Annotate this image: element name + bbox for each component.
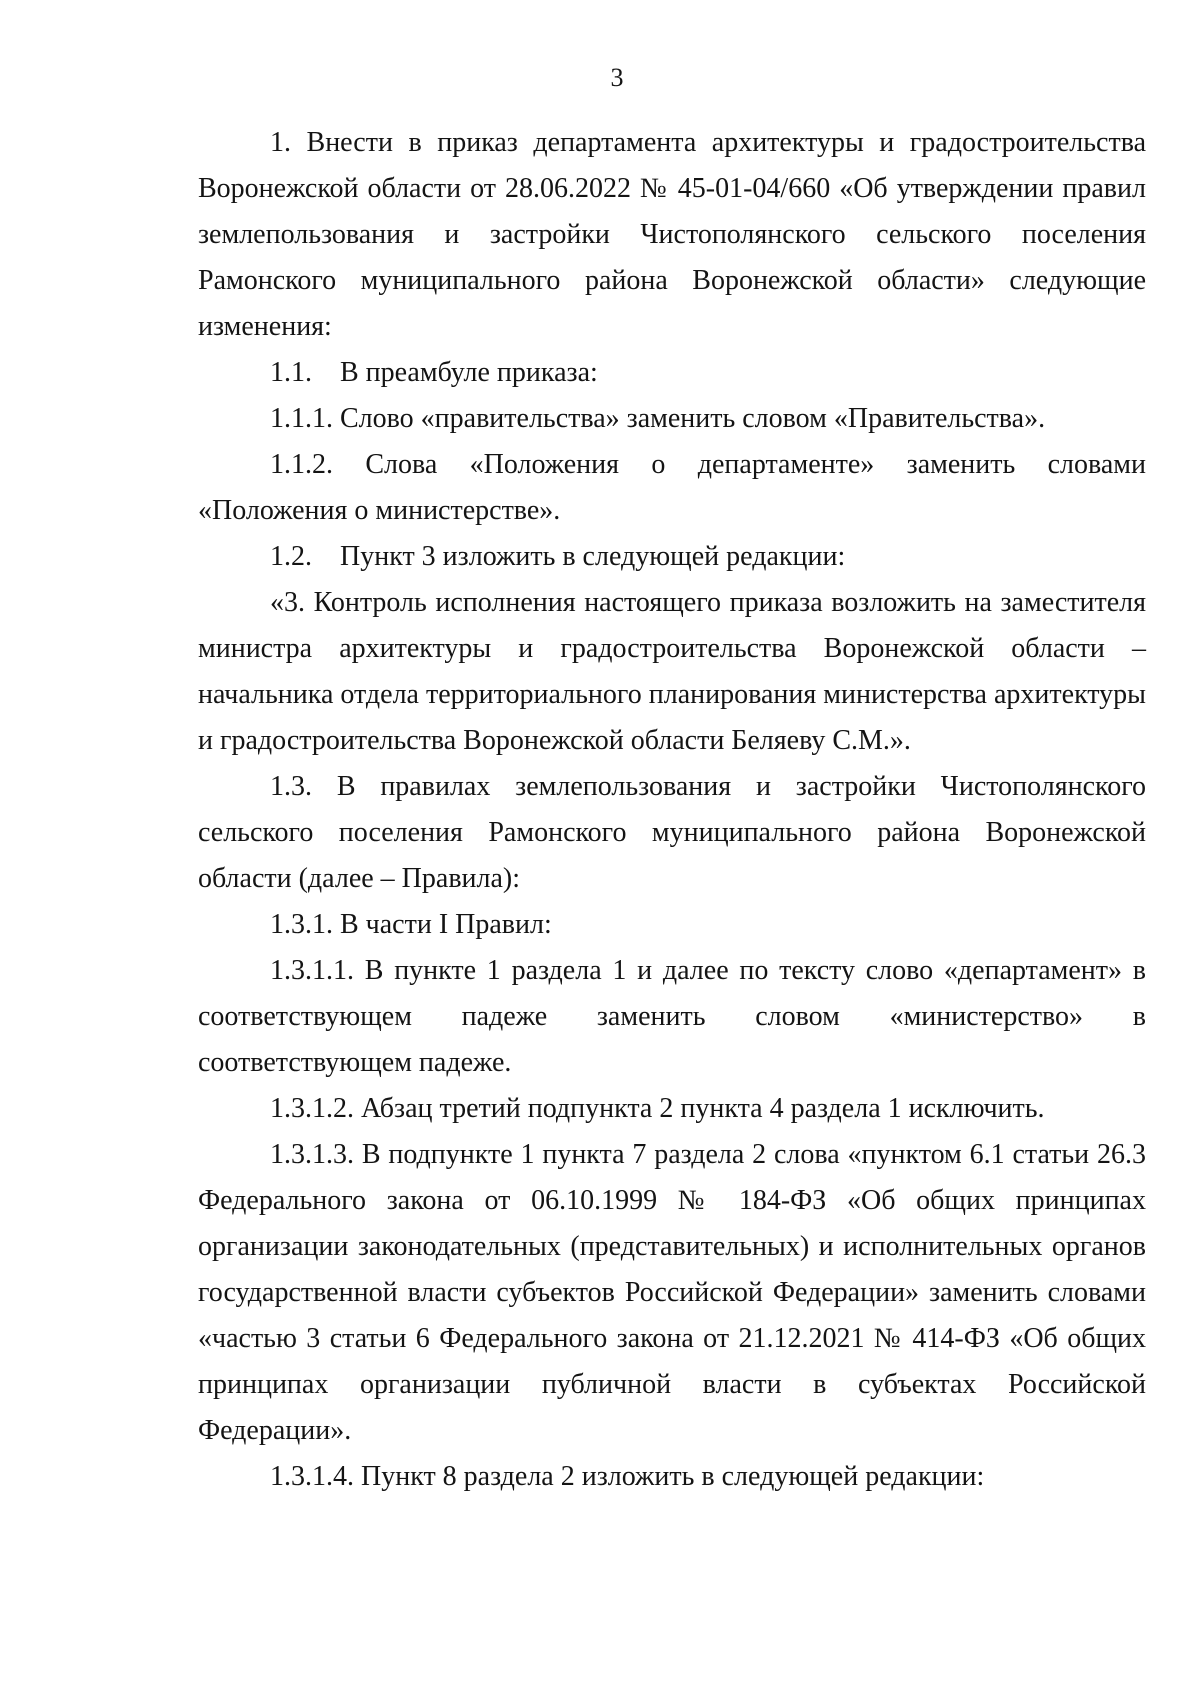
paragraph-quoted-item-3: «3. Контроль исполнения настоящего приказа возложить на заместителя министра архитектуры и градостроительства Воронежской области – начальника отдела территориального планирования министерства архитектуры и градостроительства Воронежской области Беляеву С.М.».	[198, 587, 1146, 756]
paragraph-1-1-1: 1.1.1. Слово «правительства» заменить словом «Правительства».	[270, 403, 1046, 434]
paragraph-1-3-1-4: 1.3.1.4. Пункт 8 раздела 2 изложить в следующей редакции:	[270, 1461, 985, 1492]
paragraph-1-1: 1.1. В преамбуле приказа:	[270, 357, 598, 388]
paragraph-1-3: 1.3. В правилах землепользования и застройки Чистополянского сельского поселения Рамонского муниципального района Воронежской области (далее – Правила):	[198, 771, 1146, 894]
paragraph-1-3-1-3: 1.3.1.3. В подпункте 1 пункта 7 раздела 2 слова «пунктом 6.1 статьи 26.3 Федерального закона от 06.10.1999 № 184-ФЗ «Об общих принципах организации законодательных (представительных) и исполнительных органов государственной власти субъектов Российской Федерации» заменить словами «частью 3 статьи 6 Федерального закона от 21.12.2021 № 414-ФЗ «Об общих принципах организации публичной власти в субъектах Российской Федерации».	[198, 1139, 1146, 1446]
paragraph-1-3-1-2: 1.3.1.2. Абзац третий подпункта 2 пункта 4 раздела 1 исключить.	[270, 1093, 1045, 1124]
page-number: 3	[610, 63, 624, 92]
paragraph-1: 1. Внести в приказ департамента архитектуры и градостроительства Воронежской области от 28.06.2022 № 45-01-04/660 «Об утверждении правил землепользования и застройки Чистополянского сельского поселения Рамонского муниципального района Воронежской области» следующие изменения:	[198, 127, 1146, 342]
paragraph-1-3-1-1: 1.3.1.1. В пункте 1 раздела 1 и далее по тексту слово «департамент» в соответствующем падеже заменить словом «министерство» в соответствующем падеже.	[198, 955, 1146, 1078]
paragraph-1-2: 1.2. Пункт 3 изложить в следующей редакции:	[270, 541, 846, 572]
document-body	[198, 120, 1146, 1500]
paragraph-1-3-1: 1.3.1. В части I Правил:	[270, 909, 552, 940]
paragraph-1-1-2: 1.1.2. Слова «Положения о департаменте» заменить словами «Положения о министерстве».	[198, 449, 1146, 526]
